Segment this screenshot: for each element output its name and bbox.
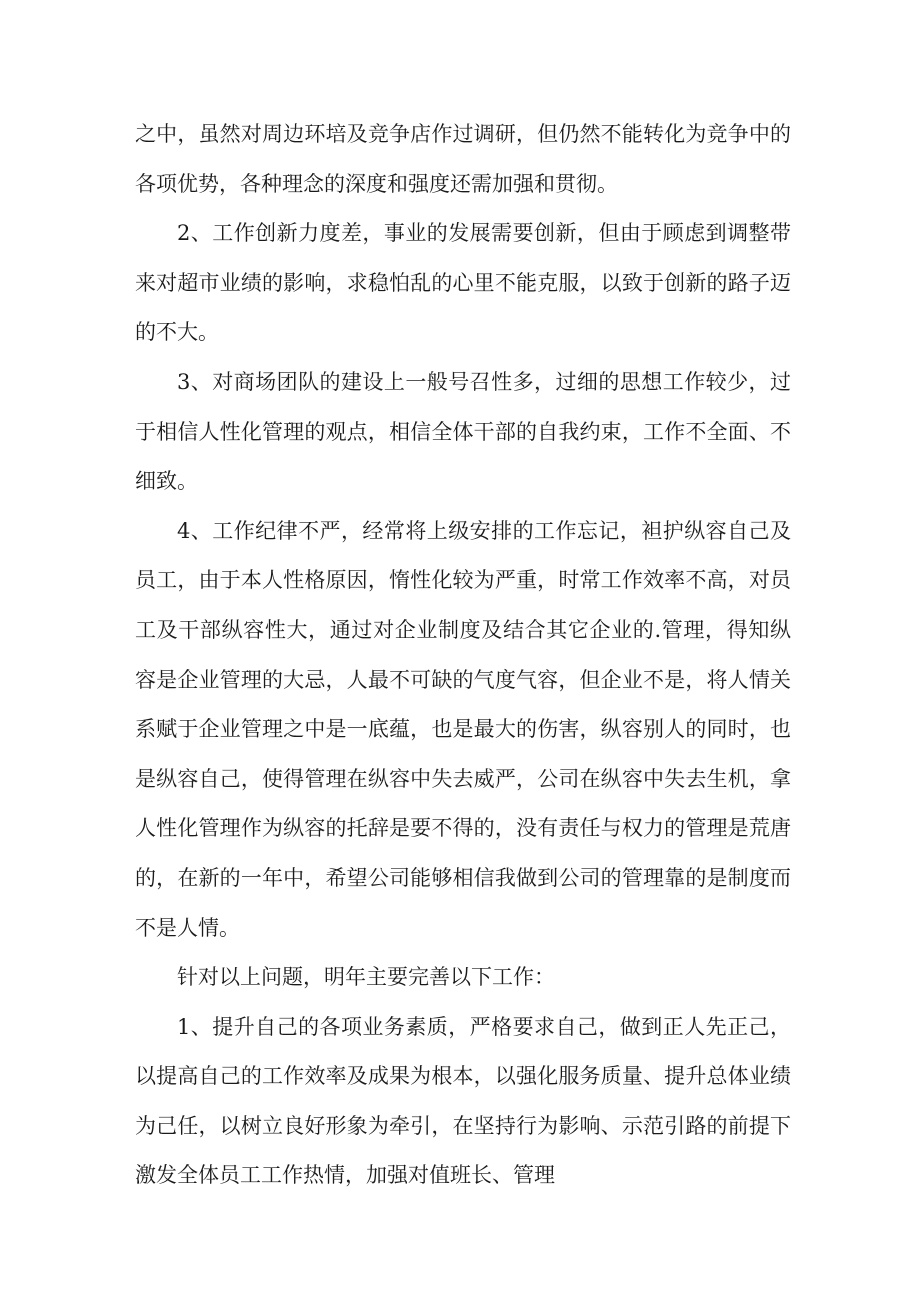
paragraph-item-2: 2、工作创新力度差，事业的发展需要创新，但由于顾虑到调整带来对超市业绩的影响，求稳怕乱的心里不能克服，以致于创新的路子迈的不大。	[135, 221, 791, 345]
paragraph-item-3: 3、对商场团队的建设上一般号召性多，过细的思想工作较少，过于相信人性化管理的观点，相信全体干部的自我约束，工作不全面、不细致。	[135, 369, 791, 494]
paragraph-plan-intro: 针对以上问题，明年主要完善以下工作：	[177, 965, 555, 990]
document-body	[135, 110, 791, 1201]
paragraph-item-4: 4、工作纪律不严，经常将上级安排的工作忘记，袒护纵容自己及员工，由于本人性格原因，惰性化较为严重，时常工作效率不高，对员工及干部纵容性大，通过对企业制度及结合其它企业的.管理，得知纵容是企业管理的大忌，人最不可缺的气度气容，但企业不是，将人情关系赋于企业管理之中是一底蕴，也是最大的伤害，纵容别人的同时，也是纵容自己，使得管理在纵容中失去威严，公司在纵容中失去生机，拿人性化管理作为纵容的托辞是要不得的，没有责任与权力的管理是荒唐的，在新的一年中，希望公司能够相信我做到公司的管理靠的是制度而不是人情。	[135, 518, 791, 940]
paragraph-continuation: 之中，虽然对周边环培及竞争店作过调研，但仍然不能转化为竞争中的各项优势，各种理念的深度和强度还需加强和贯彻。	[135, 122, 791, 196]
paragraph-plan-item-1: 1、提升自己的各项业务素质，严格要求自己，做到正人先正己，以提高自己的工作效率及成果为根本，以强化服务质量、提升总体业绩为己任，以树立良好形象为牵引，在坚持行为影响、示范引路的前提下激发全体员工工作热情，加强对值班长、管理	[135, 1014, 791, 1188]
